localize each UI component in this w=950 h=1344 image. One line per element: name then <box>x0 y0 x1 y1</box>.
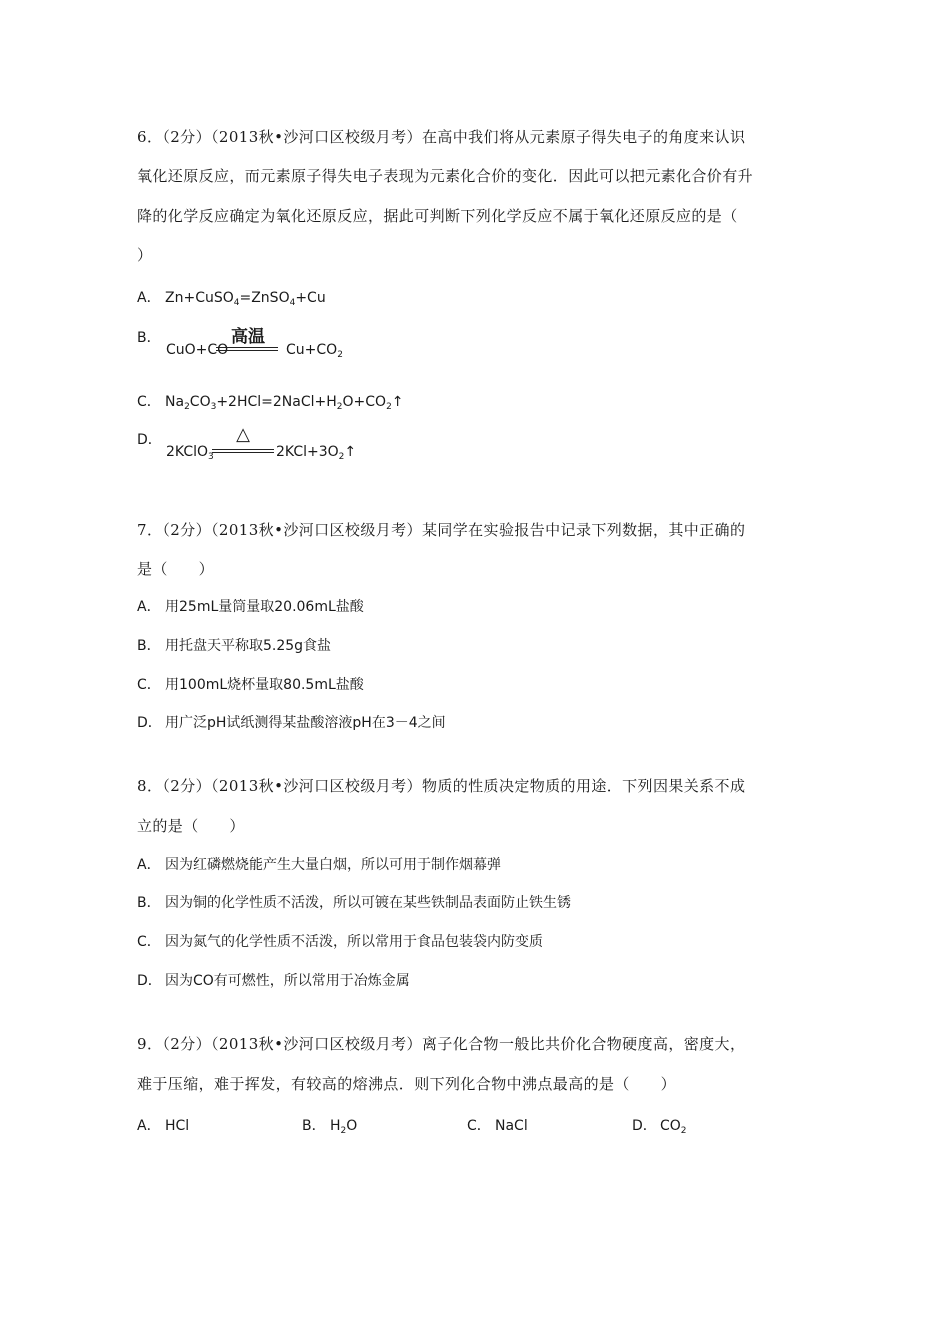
q6-option-d-product: $2KCl+3O_2↑$ <box>276 444 357 462</box>
q7-option-a: A． 用25mL量筒量取20.06mL盐酸 <box>137 599 364 615</box>
q6-option-b-product: $Cu+CO_2$ <box>286 342 343 360</box>
q6-score: （2分） <box>162 128 211 146</box>
q9-option-a: A． HCl <box>137 1118 190 1134</box>
q9-option-d: D． $CO_2$ <box>632 1118 687 1136</box>
q6-option-a: A． Zn+CuSO$_4$=ZnSO$_4$+Cu <box>137 290 326 308</box>
q6-option-b-condition: 高温 <box>231 327 265 347</box>
q8-stem-1: 物质的性质决定物质的用途．下列因果关系不成 <box>421 777 746 795</box>
q9-source: （2013秋•沙河口区校级月考） <box>211 1035 422 1053</box>
q9-option-b: B． $H_2O$ <box>302 1118 358 1136</box>
q8-option-d: D． 因为CO有可燃性，所以常用于冶炼金属 <box>137 973 410 989</box>
q6-option-d-condition: △ <box>236 424 250 445</box>
q6-option-d-label: D． <box>137 432 162 448</box>
q6-line-3: 降的化学反应确定为氧化还原反应，据此可判断下列化学反应不属于氧化还原反应的是（ <box>137 207 738 225</box>
q7-stem-1: 某同学在实验报告中记录下列数据，其中正确的 <box>421 521 746 539</box>
q7-number: 7． <box>137 521 163 539</box>
q9-number: 9． <box>137 1035 163 1053</box>
q6-option-d-equal-sign <box>212 449 274 453</box>
q7-option-c: C． 用100mL烧杯量取80.5mL盐酸 <box>137 677 364 693</box>
q9-option-c: C． NaCl <box>467 1118 528 1134</box>
q7-line-1 <box>137 520 745 540</box>
q6-line-4: ） <box>137 246 153 264</box>
q7-option-d: D． 用广泛pH试纸测得某盐酸溶液pH在3－4之间 <box>137 715 446 731</box>
q6-option-b-label: B． <box>137 330 161 346</box>
q6-option-b-equal-sign <box>216 347 278 351</box>
q8-option-c: C． 因为氮气的化学性质不活泼，所以常用于食品包装袋内防变质 <box>137 934 543 950</box>
q8-score: （2分） <box>162 777 211 795</box>
q8-line-1 <box>137 776 745 796</box>
q9-line-2: 难于压缩，难于挥发，有较高的熔沸点．则下列化合物中沸点最高的是（ ） <box>137 1075 677 1093</box>
q8-line-2: 立的是（ ） <box>137 817 245 835</box>
q8-option-a: A． 因为红磷燃烧能产生大量白烟，所以可用于制作烟幕弹 <box>137 857 501 873</box>
q9-score: （2分） <box>162 1035 211 1053</box>
q6-line-1 <box>137 127 745 147</box>
q7-source: （2013秋•沙河口区校级月考） <box>211 521 422 539</box>
q7-line-2: 是（ ） <box>137 560 215 578</box>
q9-line-1 <box>137 1034 745 1054</box>
q6-option-c: C． $Na_2CO_3+2HCl=2NaCl+H_2O+CO_2↑$ <box>137 394 404 412</box>
q6-stem-1: 在高中我们将从元素原子得失电子的角度来认识 <box>421 128 746 146</box>
q7-option-b: B． 用托盘天平称取5.25g食盐 <box>137 638 332 654</box>
q6-number: 6． <box>137 128 163 146</box>
q6-source: （2013秋•沙河口区校级月考） <box>211 128 422 146</box>
q9-stem-1: 离子化合物一般比共价化合物硬度高，密度大， <box>421 1035 746 1053</box>
q7-score: （2分） <box>162 521 211 539</box>
q6-option-d-reactant: 2KClO$_3$ <box>166 444 214 462</box>
q8-option-b: B． 因为铜的化学性质不活泼，所以可镀在某些铁制品表面防止铁生锈 <box>137 895 571 911</box>
q6-line-2: 氧化还原反应，而元素原子得失电子表现为元素化合价的变化．因此可以把元素化合价有升 <box>137 167 754 185</box>
q8-source: （2013秋•沙河口区校级月考） <box>211 777 422 795</box>
q6-option-b-equation: CuO+CO <box>166 342 229 358</box>
q8-number: 8． <box>137 777 163 795</box>
